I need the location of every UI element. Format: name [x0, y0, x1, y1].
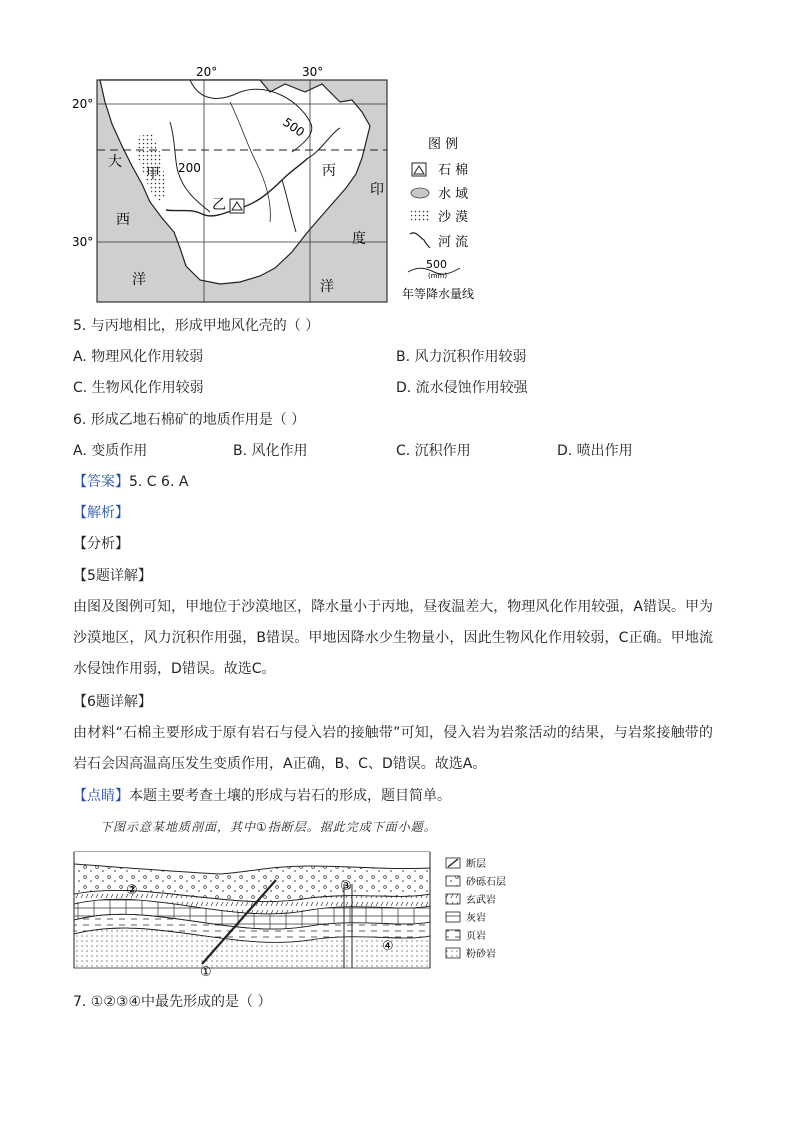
- answer-text: 5. C 6. A: [129, 474, 189, 490]
- legend-title: 图 例: [428, 137, 459, 152]
- map-legend: [402, 137, 474, 301]
- q6-detail-tag: 【6题详解】: [73, 694, 152, 710]
- lat-label-30: 30°: [72, 235, 94, 249]
- legend-item-water: 水 域: [438, 187, 469, 202]
- legend-item-asbestos: 石 棉: [438, 163, 469, 178]
- geologic-profile-figure: [70, 844, 530, 979]
- legend-siltstone: 粉砂岩: [466, 949, 496, 960]
- legend-basalt-icon: [446, 894, 460, 904]
- q6-option-a: A. 变质作用: [73, 443, 148, 459]
- geologic-profile: [70, 844, 530, 979]
- place-jia: 甲: [146, 166, 160, 182]
- answer-line: [73, 472, 188, 492]
- lon-label-20: 20°: [196, 65, 218, 79]
- ocean-char-yang2: 洋: [320, 279, 334, 295]
- marker-4: ④: [382, 939, 394, 954]
- africa-map: [70, 62, 490, 308]
- ocean-char-yang1: 洋: [132, 272, 146, 288]
- analysis-tag: 【解析】: [73, 505, 129, 521]
- legend-limestone: 灰岩: [466, 913, 486, 924]
- legend-shale-icon: [446, 930, 460, 940]
- legend-item-river: 河 流: [438, 235, 469, 250]
- isohyet-label-200: 200: [178, 161, 201, 175]
- legend-item-desert: 沙 漠: [438, 210, 469, 225]
- ocean-char-du: 度: [352, 231, 366, 247]
- lat-label-20: 20°: [72, 97, 94, 111]
- legend-river-icon: [410, 233, 430, 248]
- legend-isohyet-label: 年等降水量线: [402, 287, 475, 301]
- marker-1: ①: [200, 965, 212, 979]
- legend-water-icon: [411, 188, 429, 198]
- q6-detail-text: 由材料“石棉主要形成于原有岩石与侵入岩的接触带”可知，侵入岩为岩浆活动的结果，与岩浆接触带的岩石会因高温高压发生变质作用，A正确，B、C、D错误。故选A。: [73, 725, 713, 772]
- q6-stem: 6. 形成乙地石棉矿的地质作用是（ ）: [73, 412, 306, 428]
- answer-tag: 【答案】: [73, 474, 129, 490]
- map-figure: [70, 62, 490, 308]
- dianjing-line: [73, 786, 451, 806]
- q6-option-d: D. 喷出作用: [557, 443, 633, 459]
- q5-option-a: A. 物理风化作用较弱: [73, 349, 204, 365]
- ocean-char-yin: 印: [370, 182, 384, 198]
- legend-isohyet-unit: (mm): [428, 272, 448, 280]
- q5-detail-tag: 【5题详解】: [73, 568, 152, 584]
- q5-option-d: D. 流水侵蚀作用较强: [396, 380, 528, 396]
- q6-option-b: B. 风化作用: [233, 443, 308, 459]
- q5-option-c: C. 生物风化作用较弱: [73, 380, 204, 396]
- place-bing: 丙: [322, 163, 336, 179]
- marker-3: ③: [340, 879, 352, 894]
- legend-shale: 页岩: [466, 931, 486, 942]
- q7-stem: 7. ①②③④中最先形成的是（ ）: [73, 994, 272, 1010]
- section-intro: 下图示意某地质剖面，其中①指断层。据此完成下面小题。: [100, 820, 437, 834]
- legend-gravel: 砂砾石层: [466, 877, 506, 888]
- legend-isohyet-value: 500: [426, 258, 447, 271]
- legend-gravel-icon: [446, 876, 460, 886]
- legend-fault: 断层: [466, 859, 486, 870]
- legend-basalt: 玄武岩: [466, 895, 496, 906]
- isohyet-label-500: 500: [280, 114, 308, 140]
- legend-siltstone-icon: [446, 948, 460, 958]
- marker-2: ②: [126, 883, 138, 898]
- q5-option-b: B. 风力沉积作用较弱: [396, 349, 527, 365]
- q5-stem: 5. 与丙地相比，形成甲地风化壳的（ ）: [73, 318, 320, 334]
- q5-detail-text: 由图及图例可知，甲地位于沙漠地区，降水量小于丙地，昼夜温差大，物理风化作用较强，A错误。甲为沙漠地区，风力沉积作用强，B错误。甲地因降水少生物量小，因此生物风化作用较弱，C正确。甲地流水侵蚀作用弱，D错误。故选C。: [73, 599, 713, 677]
- ocean-char-da: 大: [108, 154, 122, 170]
- q6-option-c: C. 沉积作用: [396, 443, 471, 459]
- lon-label-30: 30°: [302, 65, 324, 79]
- legend-limestone-icon: [446, 912, 460, 922]
- profile-legend: [446, 857, 506, 960]
- ocean-char-xi: 西: [116, 212, 130, 228]
- fenxi-tag: 【分析】: [73, 536, 129, 552]
- legend-desert-icon: [411, 210, 429, 222]
- dianjing-text: 本题主要考查土壤的形成与岩石的形成，题目简单。: [129, 788, 451, 804]
- place-yi: 乙: [212, 197, 226, 213]
- dianjing-tag: 【点睛】: [73, 788, 129, 804]
